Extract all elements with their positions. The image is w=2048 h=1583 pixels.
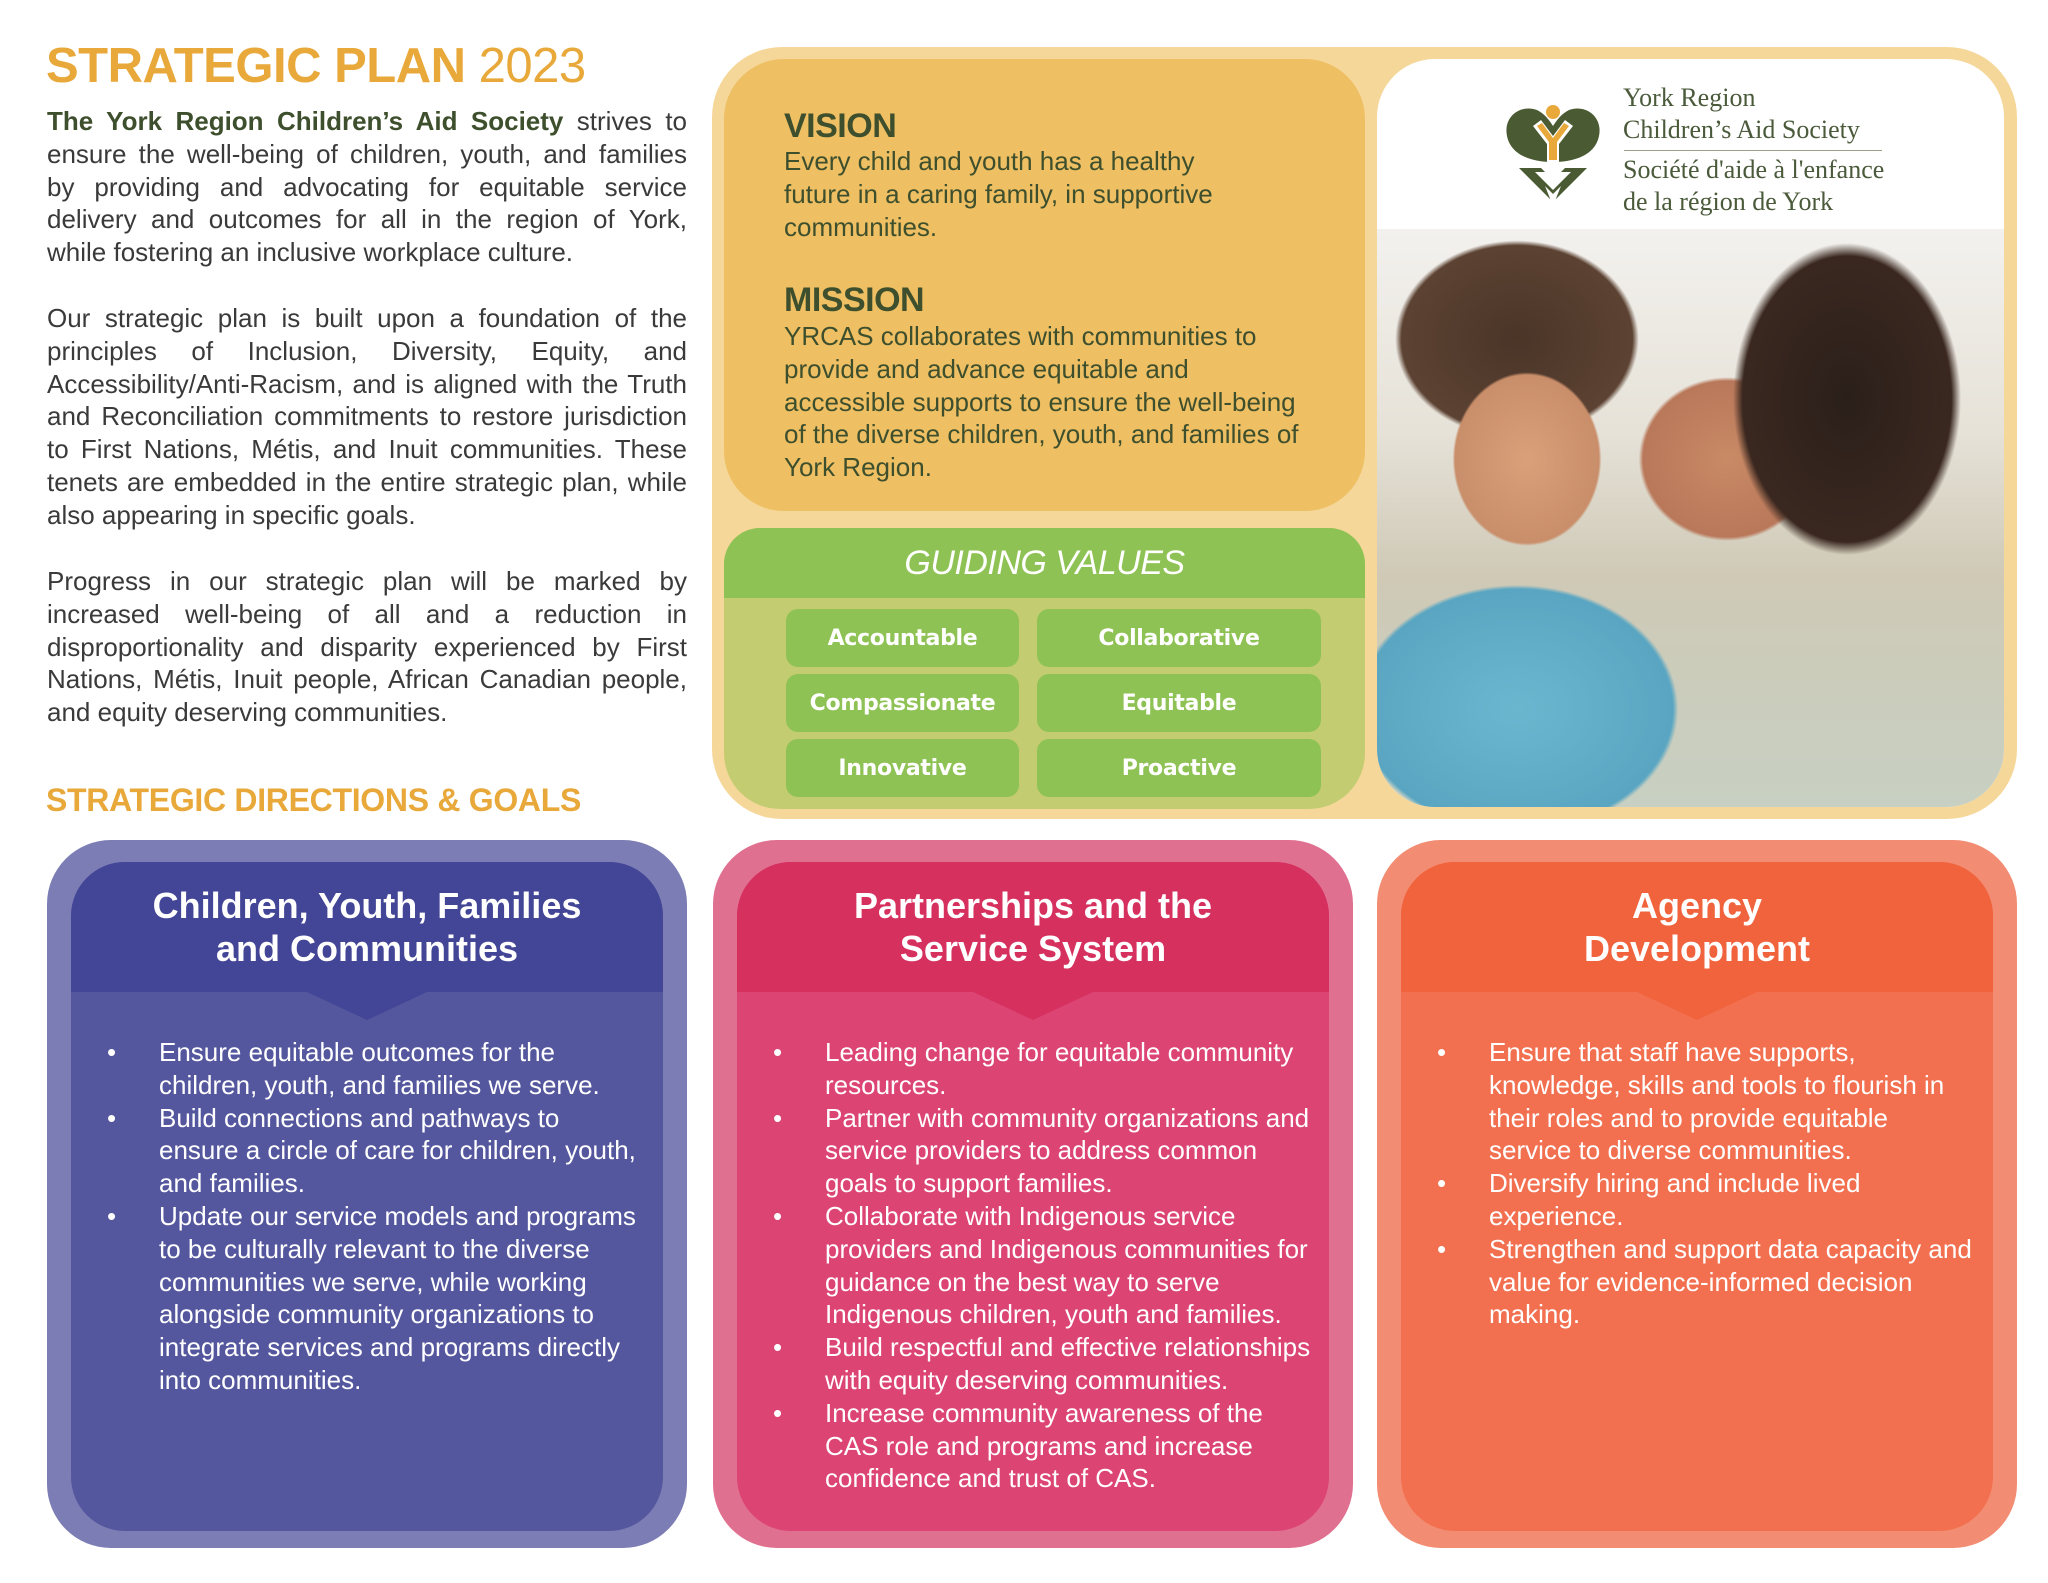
goal-item (71, 1200, 663, 1397)
goal-text: Update our service models and programs to be culturally relevant to the diverse communities we serve, while working alongside community organizations to integrate services and programs directly into communities. (159, 1200, 636, 1395)
intro-paragraph-1 (47, 105, 687, 269)
direction-card-body (71, 862, 663, 1531)
value-innovative: Innovative (786, 739, 1019, 797)
direction-card-body (737, 862, 1329, 1531)
goal-item (71, 1102, 663, 1200)
goal-item (737, 1036, 1329, 1102)
header-pointer-icon (1637, 992, 1757, 1020)
goal-text: Ensure equitable outcomes for the children, youth, and families we serve. (159, 1037, 600, 1100)
bullet-icon: • (107, 1102, 117, 1133)
goal-text: Build respectful and effective relationships with equity deserving communities. (825, 1332, 1311, 1395)
organization-logo (1503, 82, 2023, 216)
goal-item (737, 1102, 1329, 1200)
direction-card-children-youth-families (47, 840, 687, 1548)
strategic-directions-heading: STRATEGIC DIRECTIONS & GOALS (46, 782, 582, 818)
bullet-icon: • (107, 1200, 117, 1231)
goal-list (71, 1036, 663, 1397)
intro-paragraph-2: Our strategic plan is built upon a foundation of the principles of Inclusion, Diversity, Equity, and Accessibility/Anti-Racism, and is aligned with the Truth and Reconciliation commitments to restore jurisdiction to First Nations, Métis, and Inuit communities. These tenets are embedded in the entire strategic plan, while also appearing in specific goals. (47, 303, 687, 530)
title-line-2: and Communities (215, 928, 518, 969)
goal-list (737, 1036, 1329, 1495)
goal-item (737, 1200, 1329, 1331)
mission-heading: MISSION (784, 281, 925, 319)
goal-text: Collaborate with Indigenous service providers and Indigenous communities for guidance on the best way to serve Indigenous children, youth and families. (825, 1200, 1308, 1330)
header-pointer-icon (973, 992, 1093, 1020)
direction-card-title (153, 884, 582, 970)
direction-card-title (854, 884, 1212, 970)
logo-divider (1624, 150, 1882, 151)
guiding-values-panel (724, 528, 1365, 809)
goal-text: Build connections and pathways to ensure a circle of care for children, youth, and families. (159, 1102, 636, 1199)
title-line-1: Children, Youth, Families (152, 885, 582, 926)
guiding-values-header (724, 528, 1365, 598)
goal-text: Ensure that staff have supports, knowledge, skills and tools to flourish in their roles and to provide equitable service to diverse communities. (1489, 1037, 1945, 1166)
title-line-1: Agency (1631, 885, 1763, 926)
goal-item (1401, 1233, 1993, 1331)
org-name: The York Region Children’s Aid Society (47, 106, 564, 136)
goal-text: Leading change for equitable community resources. (825, 1037, 1294, 1100)
goal-item (1401, 1036, 1993, 1167)
bullet-icon: • (773, 1200, 783, 1231)
goal-item (737, 1397, 1329, 1495)
bullet-icon: • (773, 1332, 783, 1363)
goal-text: Strengthen and support data capacity and value for evidence-informed decision making. (1489, 1233, 1972, 1330)
vision-text: Every child and youth has a healthy future in a caring family, in supportive communities. (784, 146, 1213, 242)
goal-text: Diversify hiring and include lived experience. (1489, 1168, 1861, 1231)
bullet-icon: • (1437, 1037, 1447, 1067)
guiding-values-title: GUIDING VALUES (904, 543, 1185, 582)
direction-card-agency-development (1377, 840, 2017, 1548)
title-line-2: Development (1583, 928, 1811, 969)
direction-card-header (1401, 862, 1993, 992)
goal-text: Increase community awareness of the CAS role and programs and increase confidence and trust of CAS. (825, 1397, 1263, 1494)
bullet-icon: • (773, 1102, 783, 1133)
logo-line-1: York Region (1623, 83, 1756, 112)
intro-paragraph-3: Progress in our strategic plan will be marked by increased well-being of all and a reduction in disproportionality and disparity experienced by First Nations, Métis, Inuit people, African Canadian people, and equity deserving communities. (47, 566, 687, 728)
heart-figure-logo-icon (1503, 96, 1603, 216)
value-equitable: Equitable (1037, 674, 1321, 732)
value-accountable: Accountable (786, 609, 1019, 667)
family-photo (1377, 229, 2004, 807)
vision-heading: VISION (784, 107, 897, 145)
value-compassionate: Compassionate (786, 674, 1019, 732)
bullet-icon: • (107, 1037, 117, 1067)
goal-item (737, 1331, 1329, 1397)
direction-card-partnerships (713, 840, 1353, 1548)
bullet-icon: • (1437, 1168, 1447, 1199)
value-collaborative: Collaborative (1037, 609, 1321, 667)
goal-item (71, 1036, 663, 1102)
logo-line-2: Children’s Aid Society (1623, 115, 1860, 144)
header-pointer-icon (307, 992, 427, 1020)
page-title-year: 2023 (478, 39, 586, 93)
bullet-icon: • (773, 1397, 783, 1428)
goal-list (1401, 1036, 1993, 1331)
direction-card-header (737, 862, 1329, 992)
page-title-main: STRATEGIC PLAN (46, 39, 466, 93)
goal-text: Partner with community organizations and service providers to address common goals to support families. (825, 1102, 1310, 1199)
goal-item (1401, 1167, 1993, 1233)
bullet-icon: • (773, 1037, 783, 1067)
value-proactive: Proactive (1037, 739, 1321, 797)
bullet-icon: • (1437, 1233, 1447, 1264)
logo-line-3: Société d'aide à l'enfance (1623, 155, 1885, 184)
intro-paragraph-1-text: strives to ensure the well-being of children, youth, and families by providing and advocating for equitable service delivery and outcomes for all in the region of York, while fostering an inclusive workplace culture. (47, 106, 688, 268)
title-line-2: Service System (899, 928, 1167, 969)
mission-text: YRCAS collaborates with communities to provide and advance equitable and accessible supports to ensure the well-being of the diverse children, youth, and families of York Region. (784, 321, 1299, 483)
page-title (46, 38, 586, 94)
direction-card-body (1401, 862, 1993, 1531)
direction-card-header (71, 862, 663, 992)
logo-line-4: de la région de York (1623, 187, 1834, 216)
title-line-1: Partnerships and the (853, 885, 1213, 926)
direction-card-title (1584, 884, 1810, 970)
